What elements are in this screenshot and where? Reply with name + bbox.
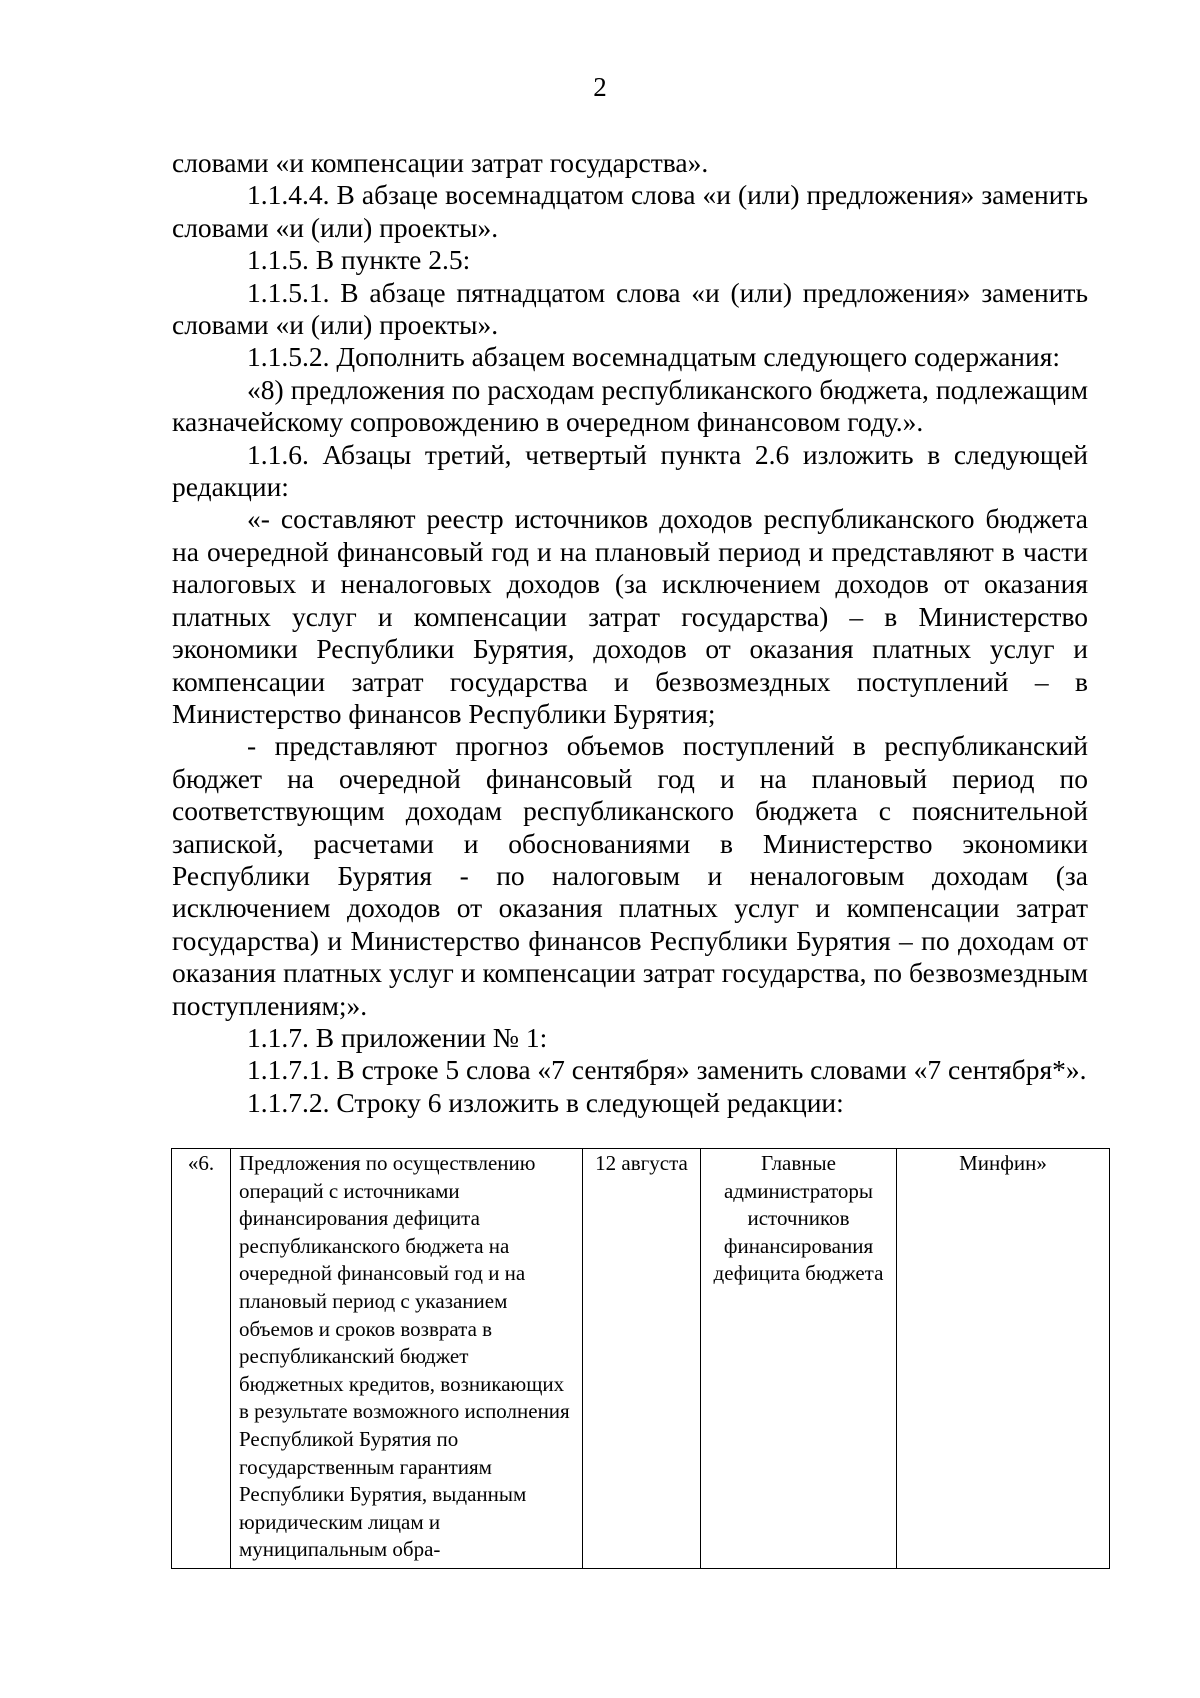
paragraph-quote-8: «8) предложения по расходам республиканского бюджета, подлежащим казначейскому сопровождению в очередном финансовом году.». [172, 373, 1088, 438]
page-number: 2 [593, 72, 607, 102]
paragraph-quote-forecast: - представляют прогноз объемов поступлений в республиканский бюджет на очередной финансовый год и на плановый период по соответствующим доходам республиканского бюджета с пояснительной запиской, расчетами и обоснованиями в Министерство экономики Республики Бурятия - по налоговым и неналоговым доходам (за исключением доходов от оказания платных услуг и компенсации затрат государства) и Министерство финансов Республики Бурятия – по доходам от оказания платных услуг и компенсации затрат государства, по безвозмездным поступлениям;». [172, 730, 1088, 1021]
table-row [172, 1149, 1110, 1569]
row-deadline-cell: 12 августа [583, 1149, 701, 1569]
paragraph-quote-registry: «- составляют реестр источников доходов республиканского бюджета на очередной финансовый год и на плановый период и представляют в части налоговых и неналоговых доходов (за исключением доходов от оказания платных услуг и компенсации затрат государства) – в Министерство экономики Республики Бурятия, доходов от оказания платных услуг и компенсации затрат государства и безвозмездных поступлений – в Министерство финансов Республики Бурятия; [172, 503, 1088, 729]
paragraph-1-1-7-2: 1.1.7.2. Строку 6 изложить в следующей редакции: [247, 1086, 844, 1118]
paragraph-1-1-7: 1.1.7. В приложении № 1: [247, 1021, 548, 1053]
paragraph-1-1-6: 1.1.6. Абзацы третий, четвертый пункта 2.6 изложить в следующей редакции: [172, 438, 1088, 503]
appendix-table [171, 1148, 1110, 1569]
paragraph-1-1-5-1: 1.1.5.1. В абзаце пятнадцатом слова «и (или) предложения» заменить словами «и (или) проекты». [172, 276, 1088, 341]
paragraph-1-1-5: 1.1.5. В пункте 2.5: [247, 244, 471, 276]
paragraph-1-1-7-1: 1.1.7.1. В строке 5 слова «7 сентября» заменить словами «7 сентября*». [247, 1054, 1087, 1086]
row-description-cell: Предложения по осуществлению операций с источниками финансирования дефицита республиканского бюджета на очередной финансовый год и на плановый период с указанием объемов и сроков возврата в республиканский бюджет бюджетных кредитов, возникающих в результате возможного исполнения Республикой Бурятия по государственным гарантиям Республики Бурятия, выданным юридическим лицам и муниципальным обра- [231, 1149, 583, 1569]
row-responsible-cell: Минфин» [897, 1149, 1110, 1569]
document-body [172, 147, 1088, 1119]
row-number-cell: «6. [172, 1149, 231, 1569]
row-administrators-cell: Главные администраторы источников финансирования дефицита бюджета [701, 1149, 897, 1569]
paragraph-1-1-4-4: 1.1.4.4. В абзаце восемнадцатом слова «и (или) предложения» заменить словами «и (или) проекты». [172, 179, 1088, 243]
paragraph-continuation: словами «и компенсации затрат государства». [172, 147, 709, 178]
paragraph-1-1-5-2: 1.1.5.2. Дополнить абзацем восемнадцатым следующего содержания: [247, 341, 1061, 373]
